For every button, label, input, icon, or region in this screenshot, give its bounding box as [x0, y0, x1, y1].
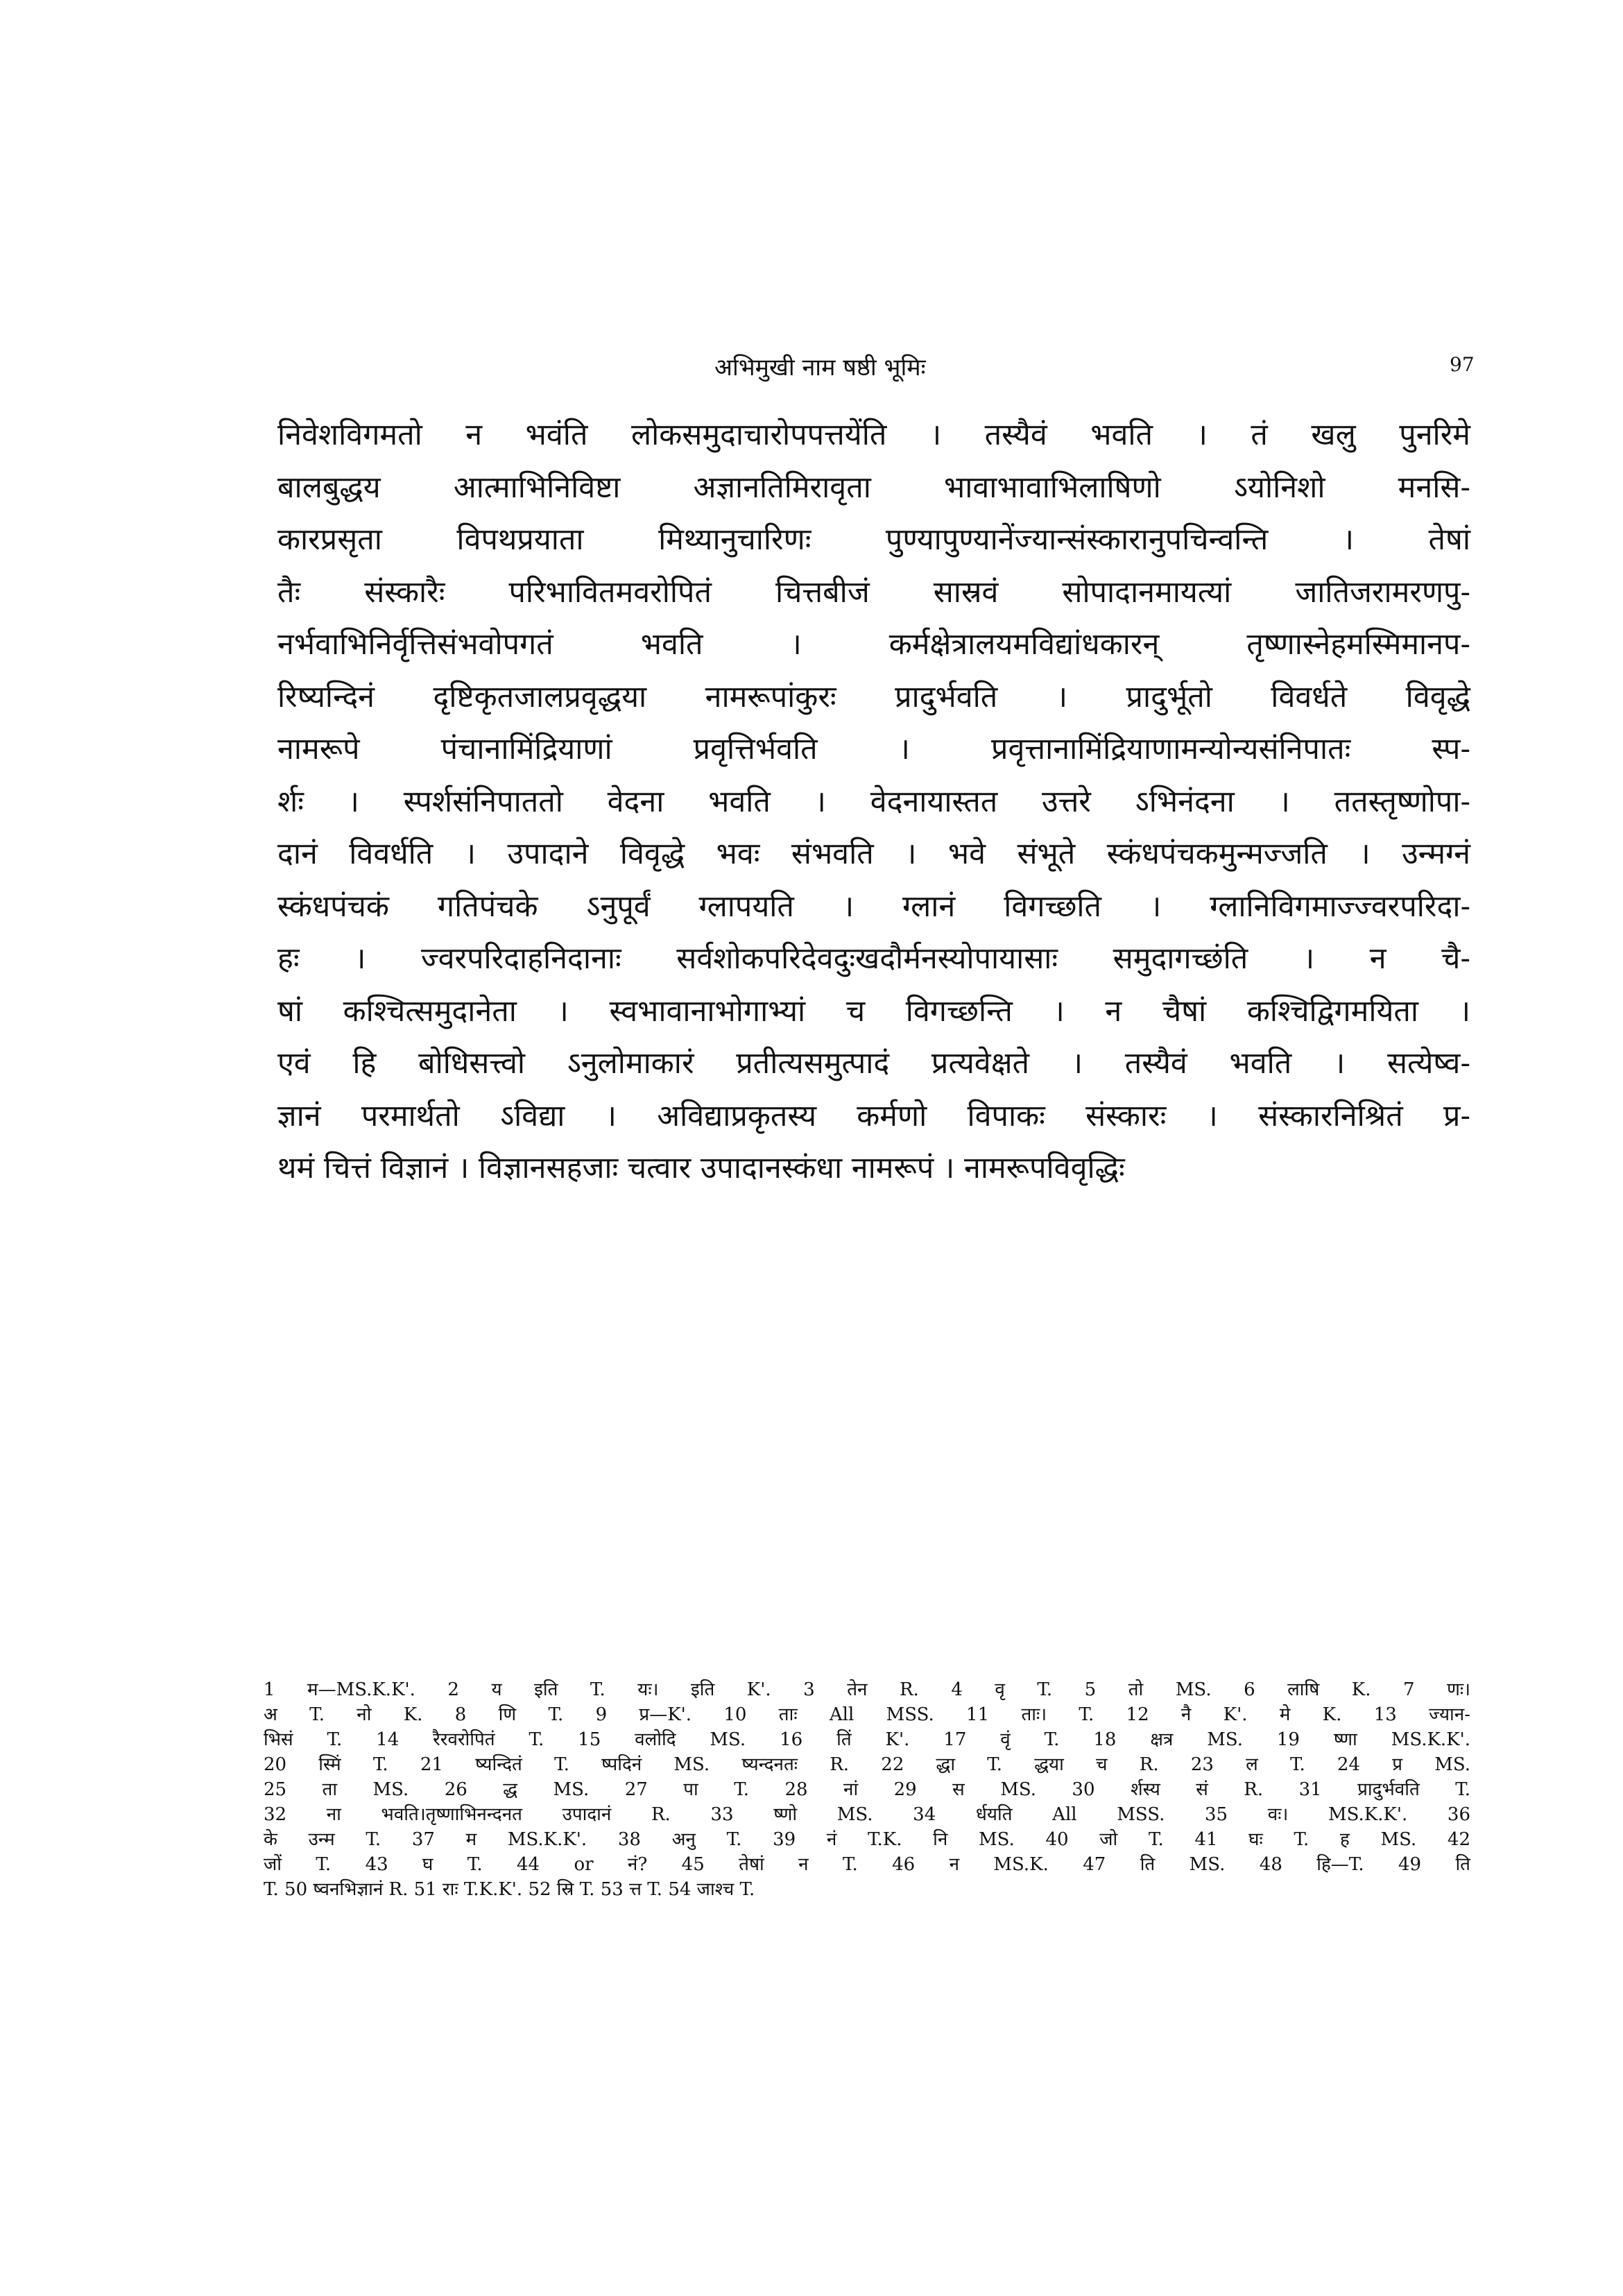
text-line: कारप्रसृता विपथप्रयाता मिथ्यानुचारिणः पुण्यापुण्यानेंज्यान्संस्कारानुपचिन्वन्ति । तेषां: [277, 522, 1470, 557]
text-line: तैः संस्कारैः परिभावितमवरोपितं चित्तबीजं सास्रवं सोपादानमायत्यां जातिजरामरणपु-: [277, 574, 1470, 610]
running-head: अभिमुखी नाम षष्ठी भूमिः: [714, 354, 926, 382]
text-line: एवं हि बोधिसत्त्वो ऽनुलोमाकारं प्रतीत्यसमुत्पादं प्रत्यवेक्षते । तस्यैवं भवति । सत्येष्व-: [277, 1046, 1470, 1081]
text-line: रिष्यन्दिनं दृष्टिकृतजालप्रवृद्धया नामरूपांकुरः प्रादुर्भवति । प्रादुर्भूतो विवर्धते विवृद्धे: [277, 679, 1470, 714]
text-line: थमं चित्तं विज्ञानं । विज्ञानसहजाः चत्वार उपादानस्कंधा नामरूपं । नामरूपविवृद्धिः: [277, 1151, 1125, 1185]
text-line: स्कंधपंचकं गतिपंचके ऽनुपूर्वं ग्लापयति । ग्लानं विगच्छति । ग्लानिविगमाज्ज्वरपरिदा-: [277, 889, 1470, 924]
text-line: हः । ज्वरपरिदाहनिदानाः सर्वशोकपरिदेवदुःखदौर्मनस्योपायासाः समुदागच्छंति । न चै-: [277, 941, 1470, 976]
text-line: ज्ञानं परमार्थतो ऽविद्या । अविद्याप्रकृतस्य कर्मणो विपाकः संस्कारः । संस्कारनिश्रितं प्र-: [277, 1098, 1470, 1133]
text-line: नर्भवाभिनिर्वृत्तिसंभवोपगतं भवति । कर्मक्षेत्रालयमविद्यांधकारन् तृष्णास्नेहमस्मिमानप-: [277, 627, 1470, 662]
footnote-line: 32 ना भवति।तृष्णाभिनन्दनत उपादानं R. 33 ष्णो MS. 34 र्धयति All MSS. 35 वः। MS.K.K'. 36: [264, 1804, 1470, 1825]
text-line: बालबुद्धय आत्माभिनिविष्टा अज्ञानतिमिरावृता भावाभावाभिलाषिणो ऽयोनिशो मनसि-: [277, 470, 1470, 505]
page-number: 97: [1450, 353, 1475, 376]
footnote-line: 1 म—MS.K.K'. 2 य इति T. यः। इति K'. 3 तेन R. 4 वृ T. 5 तो MS. 6 लाषि K. 7 णः।: [264, 1679, 1470, 1700]
text-line: निवेशविगमतो न भवंति लोकसमुदाचारोपपत्तयेंति । तस्यैवं भवति । तं खलु पुनरिमे: [277, 418, 1470, 452]
text-line: नामरूपे पंचानामिंद्रियाणां प्रवृत्तिर्भवति । प्रवृत्तानामिंद्रियाणामन्योन्यसंनिपातः स्प-: [277, 732, 1470, 766]
footnote-line: 20 स्मिं T. 21 ष्यन्दितं T. ष्पदिनं MS. ष्यन्दनतः R. 22 द्धा T. द्धया च R. 23 ल T. 24 प्र MS.: [264, 1754, 1470, 1775]
text-line: र्शः । स्पर्शसंनिपाततो वेदना भवति । वेदनायास्तत उत्तरे ऽभिनंदना । ततस्तृष्णोपा-: [277, 784, 1470, 819]
footnote-line: T. 50 ष्वनभिज्ञानं R. 51 राः T.K.K'. 52 स्रि T. 53 त्त T. 54 जाश्च T.: [264, 1879, 755, 1900]
footnote-line: के उन्म T. 37 म MS.K.K'. 38 अनु T. 39 नं T.K. नि MS. 40 जो T. 41 घः T. ह MS. 42: [264, 1829, 1470, 1850]
footnote-line: भिसं T. 14 रैरवरोपितं T. 15 वलोदि MS. 16 तिं K'. 17 वृं T. 18 क्षत्र MS. 19 ष्णा MS.K.K'.: [264, 1729, 1470, 1750]
text-line: षां कश्चित्समुदानेता । स्वभावानाभोगाभ्यां च विगच्छन्ति । न चैषां कश्चिद्विगमयिता ।: [277, 993, 1470, 1029]
body-text: [277, 409, 1470, 1195]
footnote-line: जों T. 43 घ T. 44 or नं? 45 तेषां न T. 46 न MS.K. 47 ति MS. 48 हि—T. 49 ति: [264, 1854, 1470, 1875]
page-header: [0, 350, 1623, 392]
footnote-line: अ T. नो K. 8 णि T. 9 प्र—K'. 10 ताः All MSS. 11 ताः। T. 12 नै K'. मे K. 13 ज्यान-: [264, 1704, 1470, 1725]
footnotes: [264, 1677, 1470, 1902]
footnote-line: 25 ता MS. 26 द्ध MS. 27 पा T. 28 नां 29 स MS. 30 र्शस्य सं R. 31 प्रादुर्भवति T.: [264, 1779, 1470, 1800]
text-line: दानं विवर्धति । उपादाने विवृद्धे भवः संभवति । भवे संभूते स्कंधपंचकमुन्मज्जति । उन्मग्नं: [277, 837, 1470, 871]
